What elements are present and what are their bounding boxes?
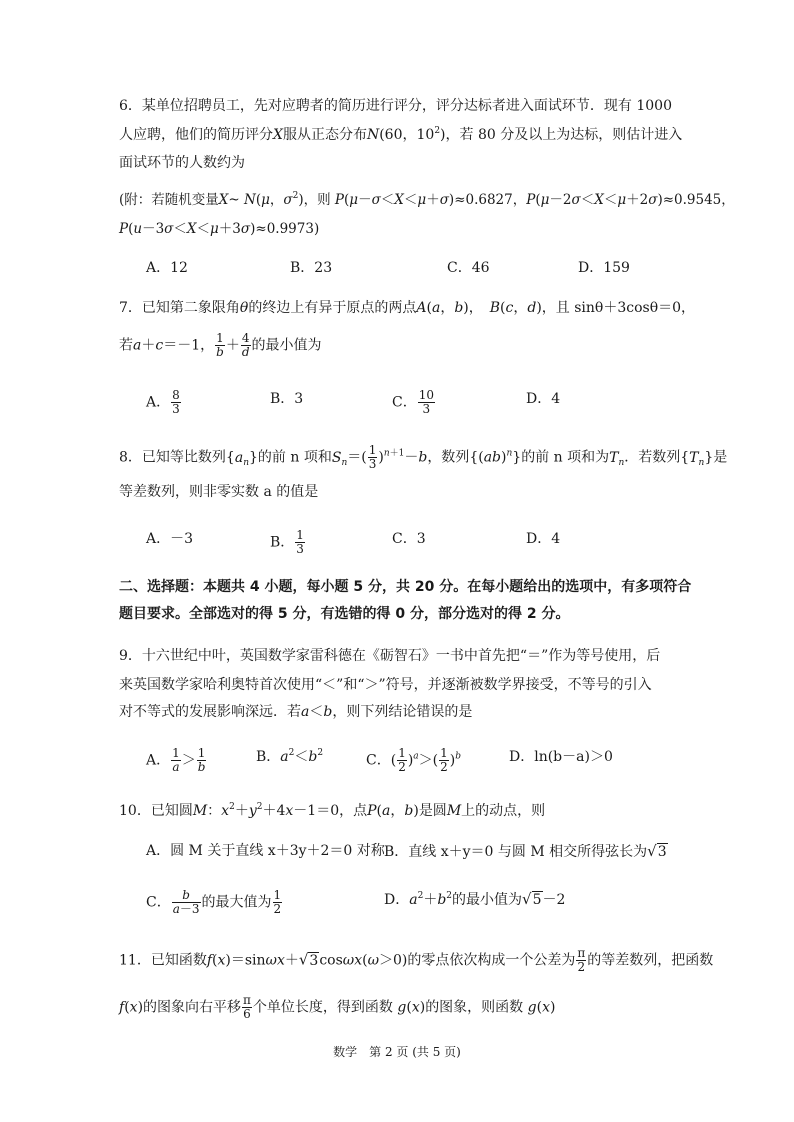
q10-option-a: A．圆 M 关于直线 x＋3y＋2＝0 对称 <box>146 843 385 859</box>
q6-option-c: C．46 <box>447 260 490 276</box>
q8-line2: 等差数列，则非零实数 a 的值是 <box>119 484 319 500</box>
q9-line3: 对不等式的发展影响深远．若a＜b，则下列结论错误的是 <box>119 704 473 720</box>
q6-option-a: A．12 <box>146 260 188 276</box>
section2-heading-line1: 二、选择题：本题共 4 小题，每小题 5 分，共 20 分。在每小题给出的选项中，有多项符合 <box>119 579 692 595</box>
q7-line1: 7．已知第二象限角θ的终边上有异于原点的两点A(a，b)， B(c，d)，且 sinθ＋3cosθ＝0， <box>119 300 696 316</box>
q8-option-a: A．－3 <box>146 531 194 547</box>
q6-option-d: D．159 <box>578 260 630 276</box>
q9-option-d: D．ln(b－a)＞0 <box>509 749 613 765</box>
q11-line2: f(x)的图象向右平移 $\frac{\pi}{6}$ 个单位长度，得到函数 g(x)的图象，则函数 g(x) <box>119 993 556 1021</box>
q8-option-c: C．3 <box>392 531 426 547</box>
q10-option-d: D．$a^2+b^2$的最小值为√5－2 <box>384 890 566 908</box>
q8-line1: 8．已知等比数列$\{a_n\}$的前 n 项和$S_n=$( $\frac{1}{3}$ )$^{n+1}$－b，数列{(ab)$^n$}的前 n 项和为$T_n$．若数列$\{T_n\}$是 <box>119 443 728 471</box>
q8-option-b: B． $\frac{1}{3}$ <box>270 528 304 556</box>
q7-option-c: C． $\frac{10}{3}$ <box>392 388 434 416</box>
q11-line1: 11．已知函数f(x)＝sinωx＋√3cosωx(ω＞0)的零点依次构成一个公差为 $\frac{\pi}{2}$ 的等差数列，把函数 <box>119 946 714 974</box>
section2-heading-line2: 题目要求。全部选对的得 5 分，有选错的得 0 分，部分选对的得 2 分。 <box>119 606 570 622</box>
q7-option-a: A． $\frac{8}{3}$ <box>146 388 180 416</box>
q9-option-a: A． $\frac{1}{a}$ ＞ $\frac{1}{b}$ <box>146 746 206 774</box>
page-footer: 数学 第 2 页 (共 5 页) <box>333 1045 461 1059</box>
q7-option-d: D．4 <box>526 391 561 407</box>
q7-line2: 若a＋c＝－1， $\frac{1}{b}$ ＋ $\frac{4}{d}$ 的最小值为 <box>119 331 322 359</box>
q9-option-b: B．$a^2<b^2$ <box>256 748 324 765</box>
q9-line2: 来英国数学家哈利奥特首次使用“＜”和“＞”符号，并逐渐被数学界接受，不等号的引入 <box>119 677 652 693</box>
q6-line2: 人应聘，他们的简历评分X服从正态分布N(60，$10^2$)，若 80 分及以上为达标，则估计进入 <box>119 126 683 143</box>
q8-option-d: D．4 <box>526 531 561 547</box>
q7-option-b: B．3 <box>270 391 304 407</box>
q6-line1: 6．某单位招聘员工，先对应聘者的简历进行评分，评分达标者进入面试环节．现有 1000 <box>119 98 672 114</box>
q6-line3: 面试环节的人数约为 <box>119 155 245 171</box>
q6-note-line2: P(u－3σ＜X＜μ＋3σ)≈0.9973) <box>119 221 320 237</box>
q10-option-c: C． $\frac{b}{a-3}$ 的最大值为 $\frac{1}{2}$ <box>146 888 282 916</box>
q10-line1: 10．已知圆M：$x^2+y^2+4x-1=0$，点P(a，b)是圆M上的动点，则 <box>119 802 546 819</box>
q9-line1: 9．十六世纪中叶，英国数学家雷科德在《砺智石》一书中首先把“＝”作为等号使用，后 <box>119 648 661 664</box>
q6-note-line1: (附：若随机变量X~ N(μ，$\sigma^2$)，则 P(μ－σ＜X＜μ＋σ)≈0.6827，P(μ－2σ＜X＜μ＋2σ)≈0.9545， <box>119 191 735 208</box>
q6-option-b: B．23 <box>290 260 333 276</box>
q10-option-b: B．直线 x＋y＝0 与圆 M 相交所得弦长为√3 <box>384 842 667 860</box>
q9-option-c: C．( $\frac{1}{2}$ )$^a$＞( $\frac{1}{2}$ )$^b$ <box>366 746 462 774</box>
